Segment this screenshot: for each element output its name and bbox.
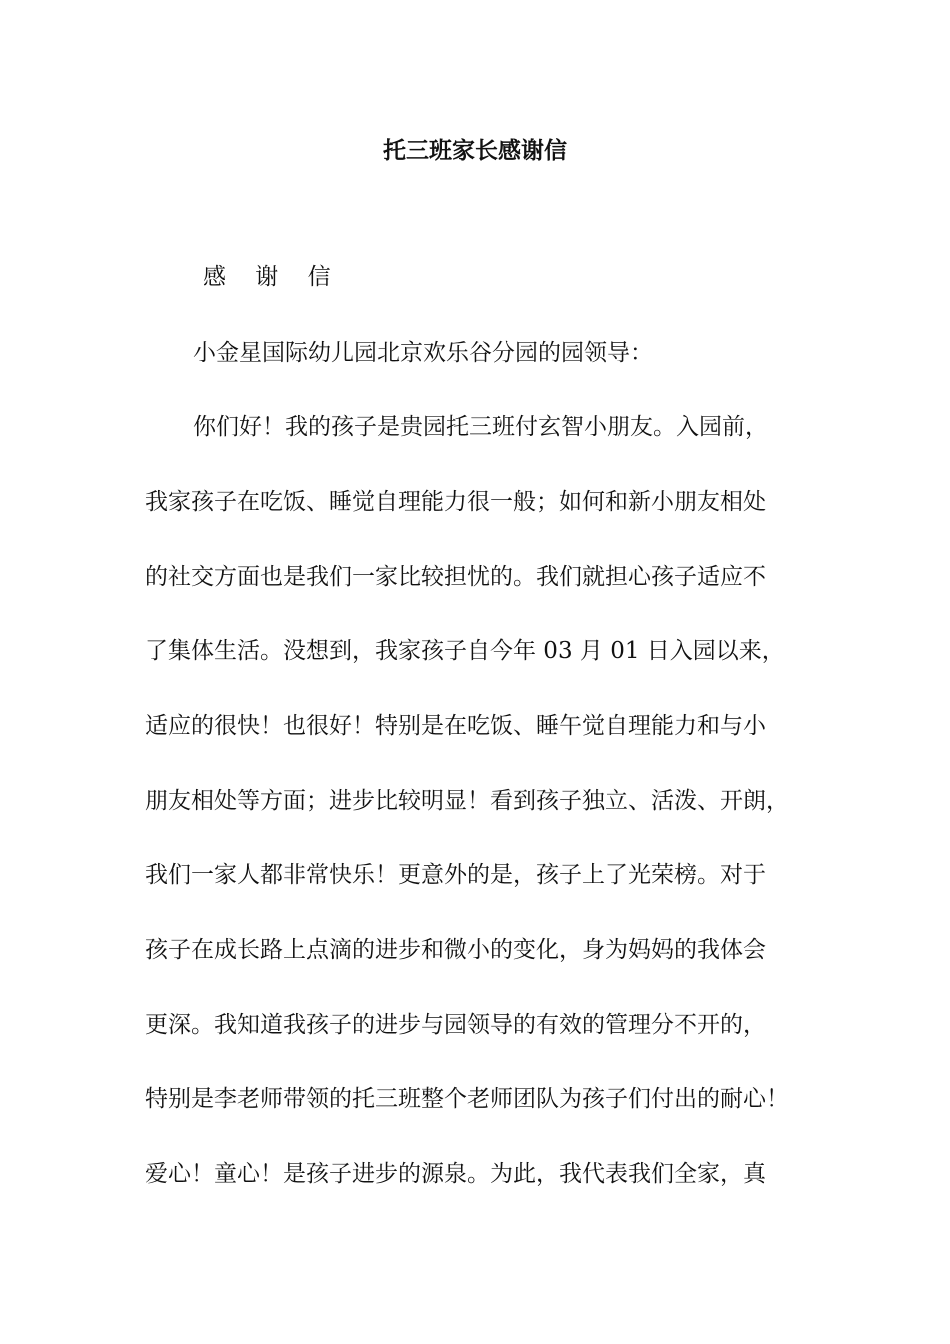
paragraph-line: 更深。我知道我孩子的进步与园领导的有效的管理分不开的， [145,1012,766,1038]
salutation: 小金星国际幼儿园北京欢乐谷分园的园领导： [193,340,653,366]
paragraph-line: 了集体生活。没想到，我家孩子自今年 03 月 01 日入园以来， [145,638,785,664]
document-title: 托三班家长感谢信 [383,137,567,164]
paragraph-line: 爱心！童心！是孩子进步的源泉。为此，我代表我们全家，真 [145,1161,766,1187]
letter-heading: 感 谢 信 [203,264,342,290]
paragraph-line: 的社交方面也是我们一家比较担忧的。我们就担心孩子适应不 [145,564,766,590]
paragraph-line: 你们好！我的孩子是贵园托三班付玄智小朋友。入园前， [193,414,768,440]
paragraph-line: 孩子在成长路上点滴的进步和微小的变化，身为妈妈的我体会 [145,937,766,963]
paragraph-line: 我家孩子在吃饭、睡觉自理能力很一般；如何和新小朋友相处 [145,489,766,515]
paragraph-line: 适应的很快！也很好！特别是在吃饭、睡午觉自理能力和与小 [145,713,766,739]
paragraph-line: 朋友相处等方面；进步比较明显！看到孩子独立、活泼、开朗， [145,788,789,814]
paragraph-line: 特别是李老师带领的托三班整个老师团队为孩子们付出的耐心！ [145,1086,789,1112]
paragraph-line: 我们一家人都非常快乐！更意外的是，孩子上了光荣榜。对于 [145,862,766,888]
